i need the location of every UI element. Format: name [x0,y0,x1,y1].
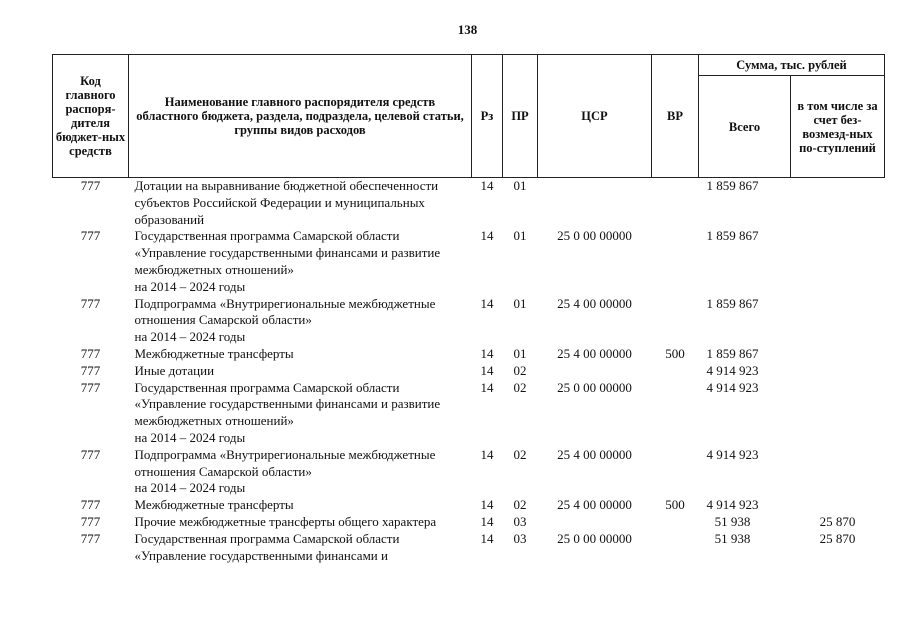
cell-rz: 14 [480,530,494,546]
header-csr: ЦСР [538,55,652,178]
cell-pr: 02 [513,362,527,378]
cell-gratis [791,380,885,447]
cell-pr: 03 [513,513,527,529]
cell-csr [538,178,652,229]
cell-csr: 25 4 00 00000 [557,446,632,462]
table-header [53,55,885,178]
cell-pr: 01 [513,178,527,193]
cell-total: 1 859 867 [706,178,759,193]
table-row [53,531,885,565]
cell-csr: 25 4 00 00000 [557,345,632,361]
cell-name: Дотации на выравнивание бюджетной обеспеченности субъектов Российской Федерации и муниципальных образований [134,178,439,227]
header-rz: Рз [472,55,503,178]
cell-gratis [791,228,885,295]
cell-rz: 14 [480,345,494,361]
cell-name: Прочие межбюджетные трансферты общего характера [134,513,437,529]
cell-name: Подпрограмма «Внутрирегиональные межбюджетные отношения Самарской области» на 2014 – 2024 годы [134,295,436,345]
cell-rz: 14 [480,362,494,378]
cell-name: Межбюджетные трансферты [134,345,294,361]
cell-rz: 14 [480,497,494,513]
cell-code: 777 [80,345,101,361]
cell-vr [652,178,699,229]
cell-name: Государственная программа Самарской области «Управление государственными финансами и [134,530,400,563]
page-number: 138 [457,22,478,37]
header-total: Всего [699,76,791,178]
cell-code: 777 [80,446,101,462]
header-gratis: в том числе за счет без-возмезд-ных по-ступлений [791,76,885,178]
cell-name: Подпрограмма «Внутрирегиональные межбюджетные отношения Самарской области» на 2014 – 2024 годы [134,446,436,496]
cell-name: Государственная программа Самарской области «Управление государственными финансами и развитие межбюджетных отношений» на 2014 – 2024 годы [134,228,441,294]
cell-vr [652,514,699,531]
cell-code: 777 [80,228,101,244]
cell-rz: 14 [480,295,494,311]
cell-name: Государственная программа Самарской области «Управление государственными финансами и развитие межбюджетных отношений» на 2014 – 2024 годы [134,379,441,445]
cell-code: 777 [80,497,101,513]
cell-total: 51 938 [714,530,751,546]
budget-table [52,54,885,564]
header-name: Наименование главного распорядителя средств областного бюджета, раздела, подраздела, целевой статьи, группы видов расходов [129,55,472,178]
cell-csr: 25 0 00 00000 [557,379,632,395]
cell-gratis [791,346,885,363]
cell-code: 777 [80,379,101,395]
table-row [53,178,885,229]
cell-vr: 500 [665,345,685,361]
cell-gratis: 25 870 [819,513,856,529]
cell-rz: 14 [480,513,494,529]
cell-rz: 14 [480,178,494,193]
cell-csr: 25 0 00 00000 [557,530,632,546]
cell-vr [652,447,699,497]
cell-vr [652,363,699,380]
cell-code: 777 [80,295,101,311]
cell-vr [652,296,699,346]
cell-total: 1 859 867 [706,345,759,361]
cell-vr [652,531,699,565]
table-row [53,497,885,514]
cell-total: 4 914 923 [706,446,759,462]
cell-code: 777 [80,362,101,378]
table-row [53,447,885,497]
header-pr: ПР [503,55,538,178]
table-row [53,228,885,295]
cell-csr [538,514,652,531]
cell-gratis [791,363,885,380]
cell-vr: 500 [665,497,685,513]
cell-gratis [791,178,885,229]
cell-vr [652,228,699,295]
cell-code: 777 [80,530,101,546]
table-row [53,514,885,531]
cell-pr: 03 [513,530,527,546]
cell-pr: 02 [513,379,527,395]
cell-vr [652,380,699,447]
cell-gratis [791,296,885,346]
cell-total: 4 914 923 [706,379,759,395]
table-row [53,363,885,380]
cell-csr: 25 4 00 00000 [557,497,632,513]
cell-gratis [791,447,885,497]
cell-pr: 01 [513,295,527,311]
cell-pr: 02 [513,446,527,462]
cell-pr: 01 [513,228,527,244]
cell-pr: 01 [513,345,527,361]
cell-code: 777 [80,513,101,529]
table-row [53,380,885,447]
cell-csr [538,363,652,380]
cell-rz: 14 [480,379,494,395]
header-vr: ВР [652,55,699,178]
cell-gratis: 25 870 [819,530,856,546]
cell-csr: 25 0 00 00000 [557,228,632,244]
cell-pr: 02 [513,497,527,513]
table-row [53,296,885,346]
cell-total: 1 859 867 [706,228,759,244]
cell-gratis [791,497,885,514]
cell-total: 4 914 923 [706,362,759,378]
cell-csr: 25 4 00 00000 [557,295,632,311]
table-body [53,178,885,565]
header-sum: Сумма, тыс. рублей [699,55,885,76]
cell-total: 4 914 923 [706,497,759,513]
cell-code: 777 [80,178,101,193]
cell-rz: 14 [480,228,494,244]
cell-total: 1 859 867 [706,295,759,311]
cell-total: 51 938 [714,513,751,529]
table-row [53,346,885,363]
header-code: Код главного распоря-дителя бюджет-ных средств [53,55,129,178]
cell-rz: 14 [480,446,494,462]
cell-name: Межбюджетные трансферты [134,497,294,513]
cell-name: Иные дотации [134,362,215,378]
